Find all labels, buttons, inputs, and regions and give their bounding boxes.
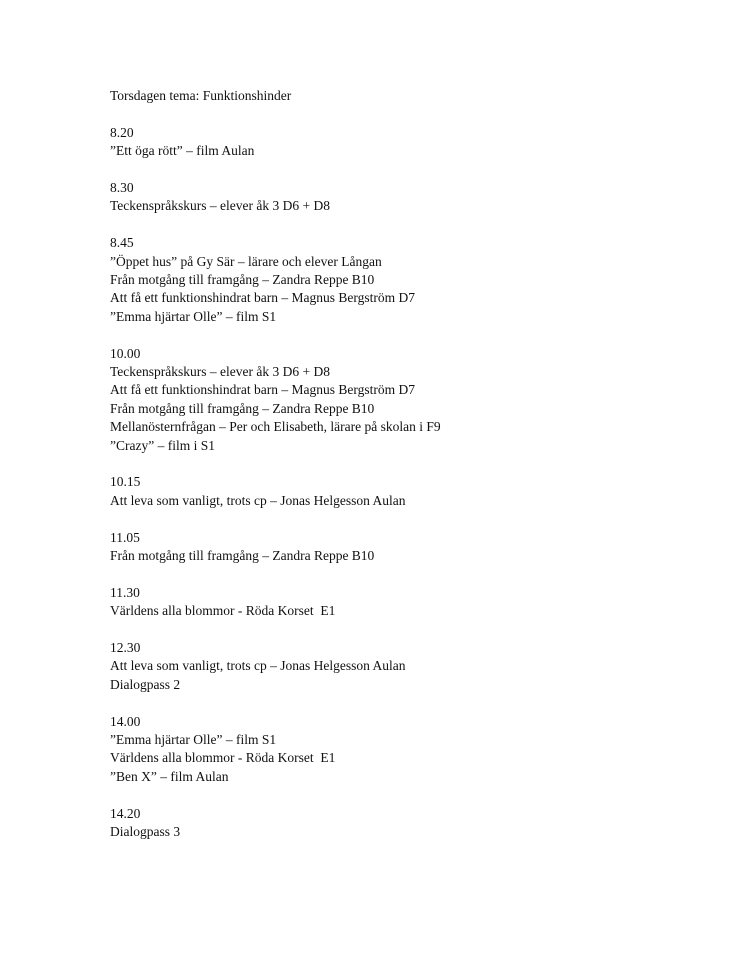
- schedule-block: [110, 234, 710, 326]
- schedule-block: [110, 584, 710, 621]
- schedule-time: 14.00: [110, 713, 141, 729]
- document-title: Torsdagen tema: Funktionshinder: [110, 88, 292, 103]
- schedule-block: [110, 345, 710, 455]
- schedule-entry: ”Crazy” – film i S1: [110, 437, 215, 453]
- schedule-block: [110, 805, 710, 842]
- schedule-entry: Att leva som vanligt, trots cp – Jonas Helgesson Aulan: [110, 658, 406, 674]
- schedule-block: [110, 473, 710, 510]
- schedule-time: 14.20: [110, 805, 141, 821]
- schedule-block: [110, 529, 710, 566]
- schedule-time: 8.30: [110, 180, 134, 195]
- schedule-entry: Teckenspråkskurs – elever åk 3 D6 + D8: [110, 364, 330, 380]
- schedule-time: 11.05: [110, 529, 140, 545]
- schedule-entry: Dialogpass 3: [110, 824, 181, 840]
- schedule-entry: Från motgång till framgång – Zandra Reppe B10: [110, 272, 375, 288]
- schedule-block: [110, 639, 710, 694]
- document-page: [110, 87, 710, 860]
- schedule-time: 8.45: [110, 235, 134, 251]
- schedule-entry: ”Emma hjärtar Olle” – film S1: [110, 732, 277, 748]
- schedule-time: 10.15: [110, 474, 141, 490]
- schedule-time: 11.30: [110, 584, 140, 600]
- schedule-entry: ”Ben X” – film Aulan: [110, 768, 229, 784]
- schedule-entry: ”Ett öga rött” – film Aulan: [110, 143, 255, 159]
- schedule-block: [110, 179, 710, 216]
- schedule-entry: Från motgång till framgång – Zandra Reppe B10: [110, 400, 375, 416]
- schedule-entry: Att få ett funktionshindrat barn – Magnus Bergström D7: [110, 382, 415, 398]
- schedule-entry: Att få ett funktionshindrat barn – Magnus Bergström D7: [110, 290, 415, 306]
- schedule-block: [110, 713, 710, 787]
- schedule-entry: Dialogpass 2: [110, 676, 181, 692]
- schedule-entry: Från motgång till framgång – Zandra Reppe B10: [110, 548, 375, 564]
- schedule-time: 8.20: [110, 124, 134, 140]
- schedule-entry: ”Öppet hus” på Gy Sär – lärare och elever Långan: [110, 253, 382, 269]
- schedule-time: 12.30: [110, 640, 141, 656]
- schedule-block: [110, 124, 710, 161]
- schedule-entry: Teckenspråkskurs – elever åk 3 D6 + D8: [110, 198, 330, 214]
- schedule-time: 10.00: [110, 345, 141, 361]
- schedule-entry: Att leva som vanligt, trots cp – Jonas Helgesson Aulan: [110, 492, 406, 508]
- schedule-entry: ”Emma hjärtar Olle” – film S1: [110, 308, 277, 324]
- schedule-entry: Världens alla blommor - Röda Korset E1: [110, 750, 336, 766]
- schedule-entry: Mellanösternfrågan – Per och Elisabeth, lärare på skolan i F9: [110, 419, 441, 435]
- schedule-entry: Världens alla blommor - Röda Korset E1: [110, 603, 336, 619]
